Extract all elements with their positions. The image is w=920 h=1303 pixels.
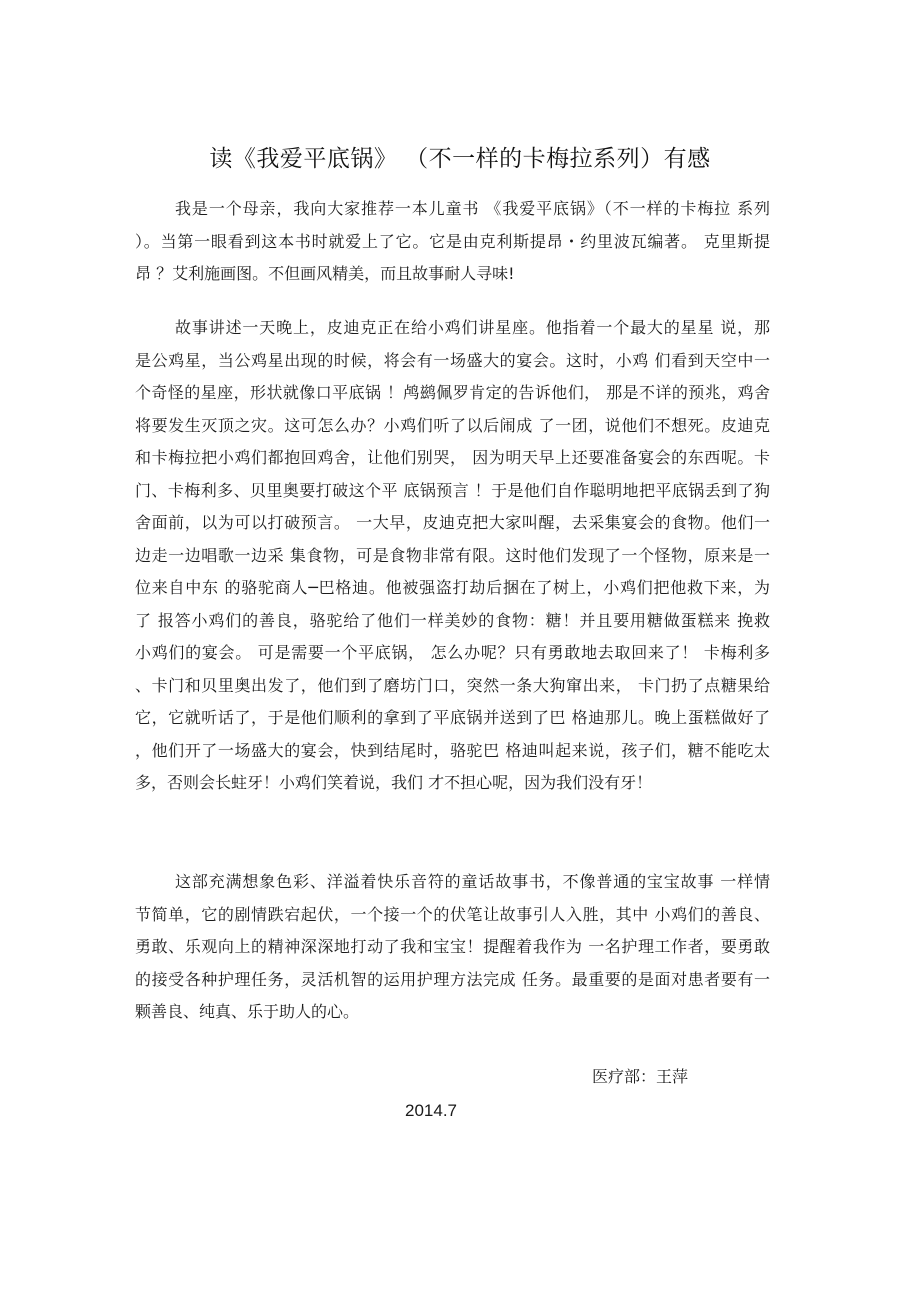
text-line: 多，否则会长蛀牙！小鸡们笑着说，我们 才不担心呢，因为我们没有牙！ [135, 773, 653, 792]
text-line: 了 报答小鸡们的善良，骆驼给了他们一样美妙的食物：糖！并且要用糖做蛋糕来 挽救 [135, 610, 770, 630]
document-date: 2014.7 [405, 1101, 457, 1120]
text-line: 边走一边唱歌一边采 集食物，可是食物非常有限。这时他们发现了一个怪物，原来是一 [135, 545, 770, 565]
text-line: 我是一个母亲，我向大家推荐一本儿童书 《我爱平底锅》（不一样的卡梅拉 系列 [175, 199, 770, 218]
text-line: 它，它就听话了，于是他们顺利的拿到了平底锅并送到了巴 格迪那儿。晚上蛋糕做好了 [135, 708, 770, 727]
text-line: ）。当第一眼看到这本书时就爱上了它。它是由克利斯提昂・约里波瓦编著。 克里斯提 [135, 231, 770, 251]
essay-title: 读《我爱平底锅》 （不一样的卡梅拉系列）有感 [209, 146, 711, 172]
text-line: 这部充满想象色彩、洋溢着快乐音符的童话故事书，不像普通的宝宝故事 一样情 [175, 872, 770, 891]
text-line: 小鸡们的宴会。 可是需要一个平底锅， 怎么办呢？只有勇敢地去取回来了！ 卡梅利多 [135, 643, 770, 662]
text-line: 舍面前，以为可以打破预言。 一大早，皮迪克把大家叫醒，去采集宴会的食物。他们一 [135, 513, 770, 532]
paragraph-intro [135, 193, 770, 291]
text-line: 的接受各种护理任务，灵活机智的运用护理方法完成 任务。最重要的是面对患者要有一 [135, 969, 770, 989]
text-line: 昂 ？艾利施画图。不但画风精美，而且故事耐人寻味! [135, 264, 515, 283]
text-line: 门、卡梅利多、贝里奥要打破这个平 底锅预言 ！于是他们自作聪明地把平底锅丢到了狗 [135, 480, 770, 500]
text-line: 节简单，它的剧情跌宕起伏，一个接一个的伏笔让故事引人入胜，其中 小鸡们的善良、 [135, 904, 770, 924]
author-signature: 医疗部：王萍 [592, 1067, 689, 1086]
text-line: 、卡门和贝里奥出发了，他们到了磨坊门口，突然一条大狗窜出来， 卡门扔了点糖果给 [135, 675, 770, 695]
text-line: ，他们开了一场盛大的宴会，快到结尾时，骆驼巴 格迪叫起来说，孩子们，糖不能吃太 [135, 740, 770, 760]
text-line: 位来自中东 的骆驼商人─巴格迪。他被强盗打劫后捆在了树上，小鸡们把他救下来，为 [135, 578, 770, 597]
text-line: 和卡梅拉把小鸡们都抱回鸡舍，让他们别哭， 因为明天早上还要准备宴会的东西呢。卡 [135, 448, 770, 467]
text-line: 勇敢、乐观向上的精神深深地打动了我和宝宝！提醒着我作为 一名护理工作者，要勇敢 [135, 937, 770, 956]
paragraph-reflection [135, 866, 770, 1029]
text-line: 故事讲述一天晚上，皮迪克正在给小鸡们讲星座。他指着一个最大的星星 说，那 [175, 318, 770, 337]
text-line: 将要发生灭顶之灾。这可怎么办？小鸡们听了以后闹成 了一团，说他们不想死。皮迪克 [135, 415, 770, 435]
text-line: 是公鸡星，当公鸡星出现的时候，将会有一场盛大的宴会。这时，小鸡 们看到天空中一 [135, 350, 770, 370]
text-line: 个奇怪的星座，形状就像口平底锅 ！鸬鹚佩罗肯定的告诉他们， 那是不详的预兆，鸡舍 [135, 383, 770, 402]
text-line: 颗善良、纯真、乐于助人的心。 [135, 1002, 360, 1021]
paragraph-story [135, 312, 770, 800]
